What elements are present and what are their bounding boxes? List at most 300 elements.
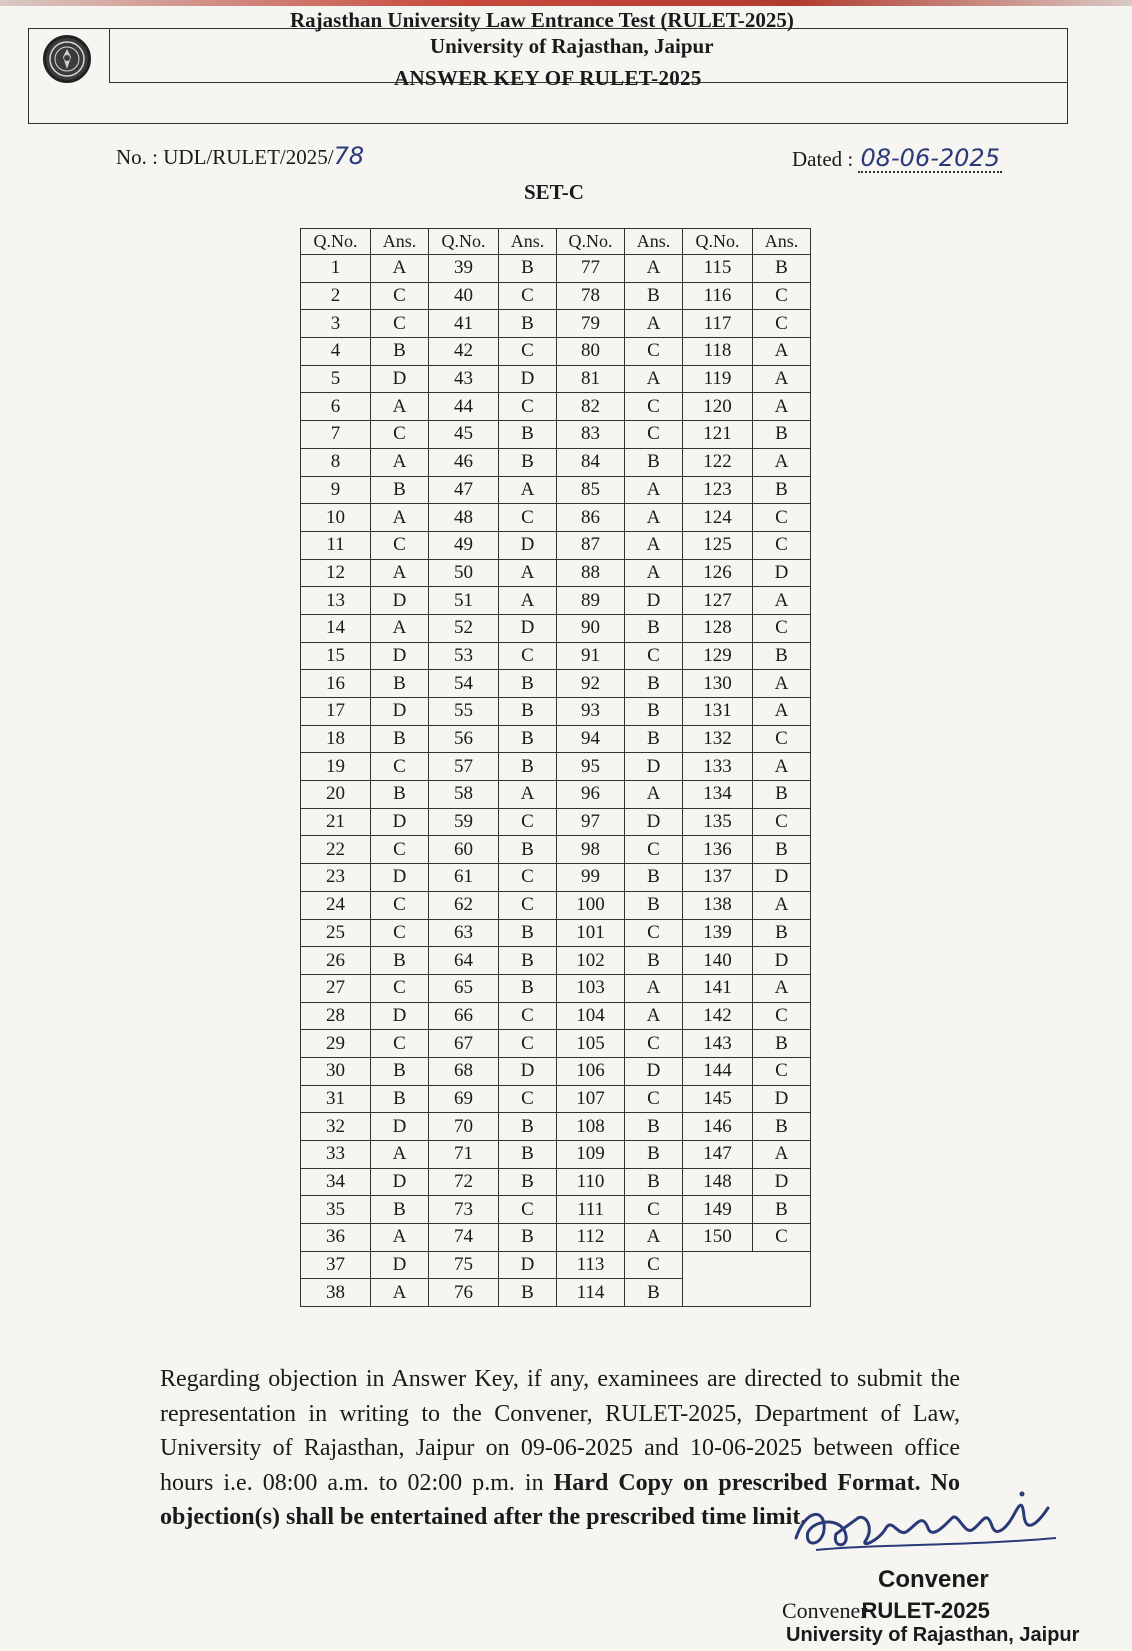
question-number-cell: 148 [683,1168,753,1196]
question-number-cell: 99 [557,864,625,892]
answer-cell: B [499,448,557,476]
answer-cell: A [625,1002,683,1030]
question-number-cell: 147 [683,1141,753,1169]
question-number-cell: 11 [301,531,371,559]
question-number-cell: 31 [301,1085,371,1113]
question-number-cell: 52 [429,614,499,642]
answer-cell: B [753,476,811,504]
page-top-edge [0,0,1132,6]
column-header-ans: Ans. [499,229,557,255]
question-number-cell: 113 [557,1251,625,1279]
question-number-cell: 75 [429,1251,499,1279]
answer-cell: A [753,974,811,1002]
question-number-cell: 98 [557,836,625,864]
question-number-cell: 67 [429,1030,499,1058]
column-header-ans: Ans. [625,229,683,255]
question-number-cell: 9 [301,476,371,504]
question-number-cell: 70 [429,1113,499,1141]
answer-cell: C [625,1085,683,1113]
answer-cell: A [371,393,429,421]
question-number-cell: 16 [301,670,371,698]
question-number-cell: 149 [683,1196,753,1224]
answer-cell: B [625,891,683,919]
question-number-cell: 55 [429,698,499,726]
question-number-cell: 131 [683,698,753,726]
question-number-cell: 45 [429,421,499,449]
answer-cell: C [499,808,557,836]
question-number-cell: 43 [429,365,499,393]
answer-cell: B [499,670,557,698]
answer-cell: C [371,310,429,338]
answer-cell: B [753,919,811,947]
university-seal-icon [43,35,91,83]
question-number-cell: 6 [301,393,371,421]
question-number-cell: 143 [683,1030,753,1058]
answer-cell: B [625,947,683,975]
answer-cell: B [371,670,429,698]
answer-cell: B [753,1030,811,1058]
question-number-cell: 12 [301,559,371,587]
question-number-cell: 14 [301,614,371,642]
answer-cell: C [625,393,683,421]
question-number-cell: 64 [429,947,499,975]
answer-cell: D [753,1085,811,1113]
answer-cell: C [625,421,683,449]
answer-cell: D [371,698,429,726]
column-header-qno: Q.No. [683,229,753,255]
question-number-cell: 145 [683,1085,753,1113]
question-number-cell: 22 [301,836,371,864]
question-number-cell: 48 [429,504,499,532]
question-number-cell: 115 [683,255,753,283]
question-number-cell: 7 [301,421,371,449]
answer-cell: B [753,836,811,864]
question-number-cell: 139 [683,919,753,947]
answer-cell: A [753,338,811,366]
question-number-cell: 79 [557,310,625,338]
question-number-cell: 20 [301,781,371,809]
question-number-cell: 50 [429,559,499,587]
answer-cell: D [625,753,683,781]
table-row [301,421,811,449]
answer-cell: C [371,836,429,864]
answer-cell: C [625,1196,683,1224]
column-header-qno: Q.No. [557,229,625,255]
question-number-cell: 146 [683,1113,753,1141]
question-number-cell: 44 [429,393,499,421]
answer-cell: B [371,1057,429,1085]
answer-cell: B [371,725,429,753]
answer-cell: B [753,255,811,283]
answer-cell: D [371,1168,429,1196]
answer-cell: B [499,1279,557,1307]
answer-cell: A [625,365,683,393]
question-number-cell: 104 [557,1002,625,1030]
answer-cell: A [753,891,811,919]
question-number-cell: 2 [301,282,371,310]
answer-cell: D [753,947,811,975]
answer-cell: C [625,1251,683,1279]
answer-key-table [300,228,811,1307]
answer-cell: C [371,753,429,781]
table-row [301,670,811,698]
answer-cell: B [499,919,557,947]
question-number-cell: 71 [429,1141,499,1169]
answer-cell: C [753,614,811,642]
answer-cell: B [499,725,557,753]
question-number-cell: 128 [683,614,753,642]
question-number-cell: 81 [557,365,625,393]
question-number-cell: 82 [557,393,625,421]
answer-cell: C [753,310,811,338]
table-row [301,698,811,726]
table-row [301,448,811,476]
answer-cell: C [371,421,429,449]
column-header-ans: Ans. [753,229,811,255]
question-number-cell: 129 [683,642,753,670]
question-number-cell: 94 [557,725,625,753]
answer-cell: C [625,1030,683,1058]
question-number-cell: 62 [429,891,499,919]
answer-cell: D [371,1113,429,1141]
table-row [301,338,811,366]
question-number-cell: 142 [683,1002,753,1030]
question-number-cell: 105 [557,1030,625,1058]
table-row [301,1196,811,1224]
answer-cell: B [499,1168,557,1196]
answer-cell: A [753,670,811,698]
table-row [301,1113,811,1141]
answer-cell: B [371,338,429,366]
table-row [301,614,811,642]
question-number-cell: 120 [683,393,753,421]
answer-cell: C [371,531,429,559]
answer-cell: A [371,1224,429,1252]
question-number-cell: 59 [429,808,499,836]
table-row [301,1224,811,1252]
answer-cell: B [499,310,557,338]
answer-cell: C [499,1002,557,1030]
answer-cell: D [371,864,429,892]
table-row [301,587,811,615]
question-number-cell: 29 [301,1030,371,1058]
answer-cell: B [625,1113,683,1141]
document-date [792,144,1002,172]
question-number-cell: 96 [557,781,625,809]
answer-cell: A [625,504,683,532]
question-number-cell: 73 [429,1196,499,1224]
answer-cell: C [753,808,811,836]
question-number-cell: 89 [557,587,625,615]
question-number-cell: 58 [429,781,499,809]
answer-cell: A [499,587,557,615]
question-number-cell: 126 [683,559,753,587]
table-row [301,282,811,310]
question-number-cell: 93 [557,698,625,726]
question-number-cell: 10 [301,504,371,532]
question-number-cell: 88 [557,559,625,587]
answer-cell: B [625,698,683,726]
header-answer-key-title: ANSWER KEY OF RULET-2025 [394,66,702,90]
signatory-designation: Convener [878,1566,989,1593]
answer-cell: A [753,365,811,393]
table-row [301,365,811,393]
question-number-cell: 127 [683,587,753,615]
question-number-cell: 134 [683,781,753,809]
answer-cell: C [753,531,811,559]
answer-cell: C [371,919,429,947]
answer-cell: C [499,1196,557,1224]
question-number-cell: 77 [557,255,625,283]
table-row [301,836,811,864]
answer-cell: A [371,614,429,642]
answer-cell: C [499,1030,557,1058]
answer-cell: A [625,531,683,559]
question-number-cell: 103 [557,974,625,1002]
question-number-cell: 39 [429,255,499,283]
question-number-cell: 91 [557,642,625,670]
table-row [301,753,811,781]
question-number-cell: 57 [429,753,499,781]
question-number-cell: 4 [301,338,371,366]
answer-cell: A [625,1224,683,1252]
table-row [301,1251,811,1279]
question-number-cell: 51 [429,587,499,615]
question-number-cell: 124 [683,504,753,532]
question-number-cell: 8 [301,448,371,476]
answer-cell: A [371,448,429,476]
question-number-cell: 121 [683,421,753,449]
table-row [301,1168,811,1196]
table-row [301,808,811,836]
question-number-cell: 74 [429,1224,499,1252]
table-row [301,642,811,670]
question-number-cell: 37 [301,1251,371,1279]
answer-cell: D [753,1168,811,1196]
answer-cell: C [371,1030,429,1058]
question-number-cell: 24 [301,891,371,919]
answer-cell: B [499,947,557,975]
question-number-cell: 80 [557,338,625,366]
question-number-cell: 122 [683,448,753,476]
answer-cell: D [499,614,557,642]
question-number-cell: 117 [683,310,753,338]
question-number-cell: 86 [557,504,625,532]
question-number-cell: 85 [557,476,625,504]
question-number-cell: 116 [683,282,753,310]
answer-cell: B [753,642,811,670]
table-row [301,1085,811,1113]
question-number-cell: 133 [683,753,753,781]
question-number-cell: 138 [683,891,753,919]
table-row [301,947,811,975]
question-number-cell: 65 [429,974,499,1002]
table-row [301,919,811,947]
question-number-cell: 111 [557,1196,625,1224]
question-number-cell: 136 [683,836,753,864]
table-row [301,476,811,504]
convener-signature [786,1488,1066,1558]
question-number-cell: 19 [301,753,371,781]
answer-cell: B [625,670,683,698]
answer-cell: B [625,1141,683,1169]
notice-bold-text: Hard Copy on prescribed Format. No objection(s) shall be entertained after the prescribed time limit. [160,1469,961,1530]
answer-cell: C [625,836,683,864]
answer-cell: D [371,808,429,836]
question-number-cell: 47 [429,476,499,504]
answer-cell: D [753,864,811,892]
question-number-cell: 18 [301,725,371,753]
table-row [301,1030,811,1058]
question-number-cell: 101 [557,919,625,947]
answer-cell: B [371,781,429,809]
answer-cell: D [625,808,683,836]
question-number-cell: 107 [557,1085,625,1113]
question-number-cell: 38 [301,1279,371,1307]
answer-cell: C [499,891,557,919]
header-university: University of Rajasthan, Jaipur [430,34,714,58]
answer-cell: C [625,642,683,670]
question-number-cell: 40 [429,282,499,310]
answer-cell: D [371,1002,429,1030]
answer-cell: C [371,282,429,310]
question-number-cell: 110 [557,1168,625,1196]
question-number-cell: 125 [683,531,753,559]
answer-cell: A [371,559,429,587]
date-label: Dated : [792,147,859,171]
question-number-cell: 27 [301,974,371,1002]
answer-cell: B [753,421,811,449]
answer-cell: B [625,448,683,476]
question-number-cell: 41 [429,310,499,338]
question-number-cell: 83 [557,421,625,449]
question-number-cell: 118 [683,338,753,366]
column-header-ans: Ans. [371,229,429,255]
answer-cell: A [753,393,811,421]
answer-cell: C [499,864,557,892]
question-number-cell: 26 [301,947,371,975]
question-number-cell: 84 [557,448,625,476]
answer-cell: B [753,1196,811,1224]
answer-cell: C [371,891,429,919]
question-number-cell: 23 [301,864,371,892]
table-row [301,1002,811,1030]
answer-cell: B [499,974,557,1002]
answer-cell: C [753,1057,811,1085]
question-number-cell: 109 [557,1141,625,1169]
question-number-cell: 30 [301,1057,371,1085]
answer-cell: B [625,864,683,892]
column-header-qno: Q.No. [301,229,371,255]
table-row [301,255,811,283]
answer-cell: C [753,1224,811,1252]
answer-cell: C [753,504,811,532]
answer-cell: A [753,698,811,726]
question-number-cell: 130 [683,670,753,698]
reference-label: No. : UDL/RULET/2025/ [116,145,334,169]
question-number-cell: 144 [683,1057,753,1085]
question-number-cell: 102 [557,947,625,975]
column-header-qno: Q.No. [429,229,499,255]
question-number-cell: 114 [557,1279,625,1307]
answer-cell: B [753,1113,811,1141]
answer-cell: C [499,338,557,366]
answer-cell: B [371,1085,429,1113]
empty-cell [683,1251,811,1306]
question-number-cell: 66 [429,1002,499,1030]
question-number-cell: 141 [683,974,753,1002]
answer-cell: C [371,974,429,1002]
question-number-cell: 46 [429,448,499,476]
question-number-cell: 5 [301,365,371,393]
question-number-cell: 90 [557,614,625,642]
question-number-cell: 140 [683,947,753,975]
question-number-cell: 28 [301,1002,371,1030]
question-number-cell: 42 [429,338,499,366]
notice-text: Regarding objection in Answer Key, if any, examinees are directed to submit the representation in writing to the Convener, RULET-2025, Department of Law, University of Rajasthan, Jaipur on 09-06-2025 and 10-06-2025 between office hours i.e. 08:00 a.m. to 02:00 p.m. in [160,1366,960,1496]
question-number-cell: 100 [557,891,625,919]
answer-cell: A [625,310,683,338]
answer-cell: B [499,255,557,283]
stamp-rulet: RULET-2025 [861,1598,990,1623]
answer-cell: C [499,1085,557,1113]
question-number-cell: 137 [683,864,753,892]
question-number-cell: 150 [683,1224,753,1252]
answer-cell: A [499,781,557,809]
question-number-cell: 97 [557,808,625,836]
question-number-cell: 132 [683,725,753,753]
answer-cell: A [625,781,683,809]
question-number-cell: 13 [301,587,371,615]
table-row [301,310,811,338]
question-number-cell: 15 [301,642,371,670]
answer-cell: D [499,365,557,393]
question-number-cell: 72 [429,1168,499,1196]
question-number-cell: 3 [301,310,371,338]
answer-cell: C [753,282,811,310]
question-number-cell: 68 [429,1057,499,1085]
answer-cell: D [499,1057,557,1085]
question-number-cell: 49 [429,531,499,559]
answer-cell: D [371,1251,429,1279]
table-row [301,393,811,421]
table-row [301,504,811,532]
table-row [301,531,811,559]
answer-cell: A [625,559,683,587]
answer-cell: A [499,559,557,587]
answer-cell: B [499,421,557,449]
answer-cell: D [625,1057,683,1085]
question-number-cell: 78 [557,282,625,310]
question-number-cell: 61 [429,864,499,892]
table-row [301,891,811,919]
answer-cell: A [371,504,429,532]
question-number-cell: 33 [301,1141,371,1169]
question-number-cell: 1 [301,255,371,283]
answer-cell: B [625,282,683,310]
question-number-cell: 76 [429,1279,499,1307]
answer-cell: B [625,614,683,642]
answer-cell: D [371,365,429,393]
date-handwritten-value: 08-06-2025 [860,144,1000,172]
answer-cell: B [499,836,557,864]
answer-cell: C [499,642,557,670]
answer-cell: B [499,1224,557,1252]
answer-cell: B [625,1168,683,1196]
answer-cell: D [371,642,429,670]
stamp-university: University of Rajasthan, Jaipur [786,1624,1080,1646]
answer-cell: D [499,1251,557,1279]
